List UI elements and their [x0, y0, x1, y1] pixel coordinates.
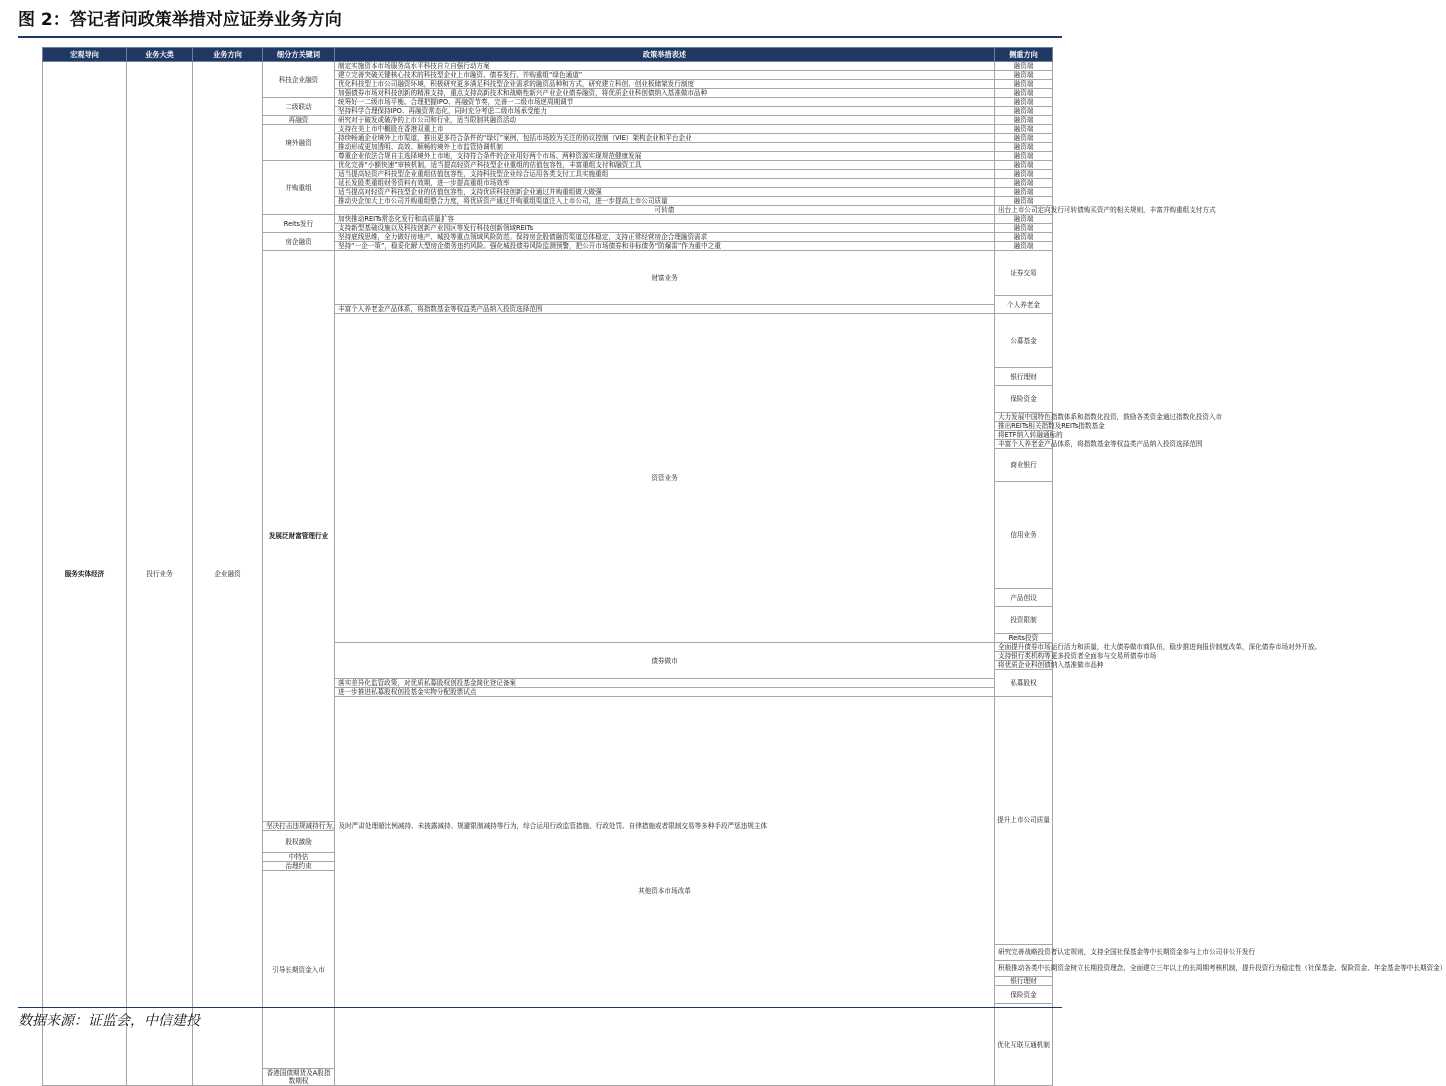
- keyword-cell: Reits投资: [995, 634, 1053, 643]
- focus-cell: 融资端: [995, 179, 1053, 188]
- focus-cell: 融资端: [995, 242, 1053, 251]
- keyword-cell: 二级联动: [263, 98, 335, 116]
- title-rule: [18, 36, 1062, 38]
- focus-cell: 融资端: [995, 98, 1053, 107]
- measure-cell: 将ETF纳入转融通标的: [995, 431, 1053, 440]
- keyword-cell: 投资限制: [995, 607, 1053, 634]
- source-rule: [18, 1007, 1062, 1008]
- keyword-cell: 个人养老金: [995, 296, 1053, 314]
- direction-cell: 优化互联互通机制: [995, 1004, 1053, 1086]
- header-focus: 侧重方向: [995, 48, 1053, 62]
- focus-cell: 融资端: [995, 152, 1053, 161]
- keyword-cell: 债券做市: [335, 643, 995, 679]
- policy-table: [42, 47, 1446, 1086]
- macro-cell: 服务实体经济: [43, 62, 127, 1086]
- measure-cell: 建立完善突破关键核心技术的科技型企业上市融资、债券发行、并购重组“绿色通道”: [335, 71, 995, 80]
- focus-cell: 融资端: [995, 62, 1053, 71]
- keyword-cell: 银行理财: [995, 368, 1053, 386]
- measure-cell: 支持在美上市中概股在香港双重上市: [335, 125, 995, 134]
- measure-cell: 加快推动REITs常态化发行和高质量扩容: [335, 215, 995, 224]
- measure-cell: 研究对于破发或破净的上市公司和行业，适当限制其融资活动: [335, 116, 995, 125]
- focus-cell: 融资端: [995, 188, 1053, 197]
- category-cell: 财富业务: [335, 251, 995, 305]
- measure-cell: 落实差异化监管政策，对优质私募股权创投基金简化登记备案: [335, 679, 995, 688]
- measure-cell: 尊重企业依法合规自主选择境外上市地，支持符合条件的企业用好两个市场、两种资源实现规范健康发展: [335, 152, 995, 161]
- measure-cell: 出台上市公司定向发行可转债购买资产的相关规则，丰富并购重组支付方式: [995, 206, 1053, 215]
- keyword-cell: 保险资金: [995, 986, 1053, 1004]
- measure-cell: 积极推动各类中长期资金树立长期投资理念，全面建立三年以上的长周期考核机制，提升投资行为稳定性（社保基金、保险资金、年金基金等中长期资金）: [995, 960, 1053, 976]
- focus-cell: 融资端: [995, 233, 1053, 242]
- focus-cell: 融资端: [995, 116, 1053, 125]
- measure-cell: 丰富个人养老金产品体系，将指数基金等权益类产品纳入投资选择范围: [995, 440, 1053, 449]
- measure-cell: 制定实施资本市场服务高水平科技自立自强行动方案: [335, 62, 995, 71]
- direction-cell: 提升上市公司质量: [995, 697, 1053, 945]
- measure-cell: 坚持“一企一策”，稳妥化解大型房企债务违约风险。强化城投债券风险监测预警，把公开市场债券和非标债务“防爆雷”作为重中之重: [335, 242, 995, 251]
- direction-cell: 商业银行: [995, 449, 1053, 482]
- measure-cell: 适当提高对轻资产科技型企业的估值包容性，支持优质科技创新企业通过并购重组做大做强: [335, 188, 995, 197]
- header-measure: 政策举措表述: [335, 48, 995, 62]
- keyword-cell: 并购重组: [263, 161, 335, 215]
- keyword-cell: 再融资: [263, 116, 335, 125]
- measure-cell: 坚持科学合理保持IPO、再融资常态化，同时充分考虑二级市场承受能力: [335, 107, 995, 116]
- focus-cell: 融资端: [995, 215, 1053, 224]
- direction-cell: 公募基金: [995, 314, 1053, 368]
- focus-cell: 融资端: [995, 80, 1053, 89]
- source-note: 数据来源：证监会，中信建投: [18, 1013, 200, 1029]
- header-keyword: 细分方关键词: [263, 48, 335, 62]
- measure-cell: 坚决打击违规减持行为，及时严肃处理超比例减持、未披露减持、规避限制减持等行为，综合运用行政监管措施、行政处罚、自律措施或者限制交易等多种手段严惩违规主体: [263, 822, 335, 831]
- measure-cell: 适当提高轻资产科技型企业重组估值包容性，支持科技型企业综合运用各类支付工具实施重组: [335, 170, 995, 179]
- keyword-cell: 银行理财: [995, 977, 1053, 986]
- figure-title: 图 2：答记者问政策举措对应证券业务方向: [18, 10, 342, 30]
- keyword-cell: 产品创设: [995, 589, 1053, 607]
- keyword-cell: 科技企业融资: [263, 62, 335, 98]
- measure-cell: 进一步推进私募股权创投基金实物分配股票试点: [335, 688, 995, 697]
- keyword-cell: 可转债: [335, 206, 995, 215]
- direction-cell: 引导长期资金入市: [263, 871, 335, 1069]
- focus-cell: 融资端: [995, 134, 1053, 143]
- keyword-cell: 保险资金: [995, 386, 1053, 413]
- measure-cell: 将优质企业科创债纳入基准做市品种: [995, 661, 1053, 670]
- category-cell: 信用业务: [995, 482, 1053, 589]
- keyword-cell: 境外融资: [263, 125, 335, 161]
- keyword-cell: 治理约束: [263, 862, 335, 871]
- measure-cell: 坚持底线思维，全力做好房地产、城投等重点领域风险防范。保持房企股债融资渠道总体稳定，支持正常经营房企合理融资需求: [335, 233, 995, 242]
- header-category: 业务大类: [127, 48, 193, 62]
- measure-cell: 大力发展中国特色指数体系和指数化投资，鼓励各类资金通过指数化投资入市: [995, 413, 1053, 422]
- keyword-cell: 私募股权: [995, 670, 1053, 697]
- measure-cell: 优化科技型上市公司融资环境，积极研究更多满足科技型企业需求的融资品种和方式，研究建立科创、创业板储架发行制度: [335, 80, 995, 89]
- focus-cell: 融资端: [995, 197, 1053, 206]
- measure-cell: 支持银行类机构等更多投资者全面参与交易所债券市场: [995, 652, 1053, 661]
- direction-cell: 企业融资: [193, 62, 263, 1086]
- measure-cell: 延长发股类重组财务资料有效期，进一步提高重组市场效率: [335, 179, 995, 188]
- measure-cell: 统筹好一二级市场平衡。合理把握IPO、再融资节奏，完善一二级市场逆周期调节: [335, 98, 995, 107]
- keyword-cell: Reits发行: [263, 215, 335, 233]
- macro-cell: 发展泛财富管理行业: [263, 251, 335, 822]
- focus-cell: 融资端: [995, 143, 1053, 152]
- focus-cell: 融资端: [995, 125, 1053, 134]
- measure-cell: 推出REITs相关指数及REITs指数基金: [995, 422, 1053, 431]
- measure-cell: 加强债券市场对科技创新的精准支持，重点支持高新技术和战略性新兴产业企业债券融资，将优质企业科创债纳入基准做市品种: [335, 89, 995, 98]
- measure-cell: 丰富个人养老金产品体系，将指数基金等权益类产品纳入投资选择范围: [335, 305, 995, 314]
- header-macro: 宏观导向: [43, 48, 127, 62]
- category-cell: 资管业务: [335, 314, 995, 643]
- focus-cell: 融资端: [995, 89, 1053, 98]
- measure-cell: 全面提升债券市场运行活力和质量，壮大债券做市商队伍，稳步推进询报价制度改革，深化债券市场对外开放。: [995, 643, 1053, 652]
- keyword-cell: 香港国债期货及A股指数期权: [263, 1069, 335, 1086]
- category-cell: 投行业务: [127, 62, 193, 1086]
- measure-cell: 支持新型基础设施以及科技创新产业园区等发行科技创新领域REITs: [335, 224, 995, 233]
- keyword-cell: 中特估: [263, 853, 335, 862]
- measure-cell: 推动央企加大上市公司并购重组整合力度，将优质资产通过并购重组渠道注入上市公司，进一步提高上市公司质量: [335, 197, 995, 206]
- table-header-row: [43, 48, 1053, 62]
- table-row: [43, 62, 1053, 71]
- keyword-cell: 房企融资: [263, 233, 335, 251]
- focus-cell: 融资端: [995, 71, 1053, 80]
- measure-cell: 研究完善战略投资者认定规则，支持全国社保基金等中长期资金参与上市公司非公开发行: [995, 944, 1053, 960]
- measure-cell: 持续畅通企业境外上市渠道，推出更多符合条件的“绿灯”案例，包括市场较为关注的协议控制（VIE）架构企业和平台企业: [335, 134, 995, 143]
- measure-cell: 优化完善“小额快速”审核机制，适当提高轻资产科技型企业重组的估值包容性，丰富重组支付和融资工具: [335, 161, 995, 170]
- focus-cell: 融资端: [995, 224, 1053, 233]
- focus-cell: 融资端: [995, 170, 1053, 179]
- direction-cell: 证券交易: [995, 251, 1053, 296]
- table-body: [43, 62, 1446, 1086]
- header-direction: 业务方向: [193, 48, 263, 62]
- focus-cell: 融资端: [995, 107, 1053, 116]
- measure-cell: 推动形成更加透明、高效、顺畅的境外上市监管协调机制: [335, 143, 995, 152]
- category-cell: 其他资本市场改革: [335, 697, 995, 1086]
- focus-cell: 融资端: [995, 161, 1053, 170]
- keyword-cell: 股权激励: [263, 831, 335, 853]
